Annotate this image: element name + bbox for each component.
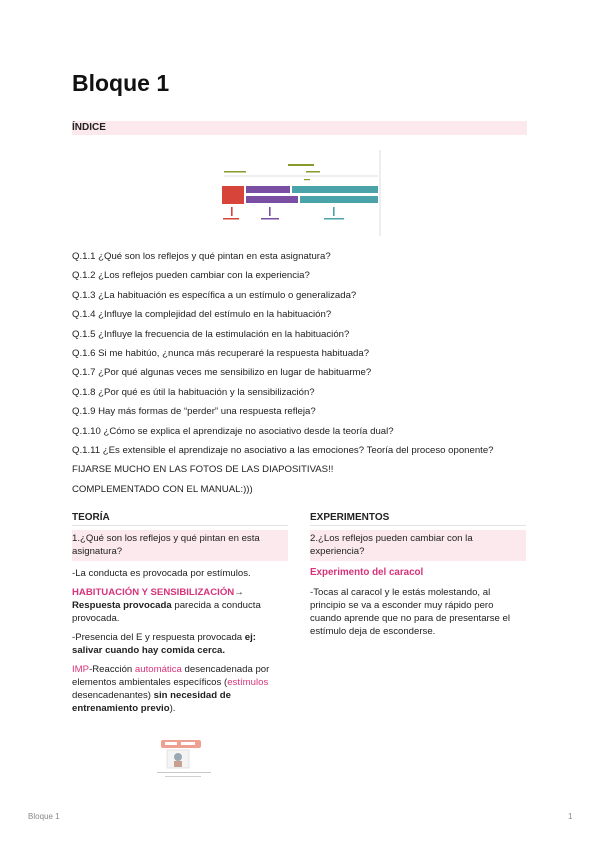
note-item: COMPLEMENTADO CON EL MANUAL:))) (72, 483, 253, 495)
list-item: Q.1.5 ¿Influye la frecuencia de la estimulación en la habituación? (72, 328, 350, 340)
list-item: Q.1.6 Si me habitúo, ¿nunca más recuperaré la respuesta habituada? (72, 347, 370, 359)
text-span: ). (169, 703, 176, 714)
bold-term: Respuesta provocada (72, 600, 172, 611)
teoria-paragraph: -La conducta es provocada por estímulos. (72, 568, 251, 579)
learning-diagram-image (220, 150, 382, 236)
teoria-column (72, 510, 288, 721)
index-heading: ÍNDICE (72, 121, 527, 135)
teoria-heading: TEORÍA (72, 510, 288, 526)
experiment-subheading: Experimento del caracol (310, 567, 424, 578)
text-span: desencadenada por elementos ambientales específicos ( (72, 664, 270, 688)
arrow-icon: → (234, 587, 244, 598)
experimentos-question-callout: 2.¿Los reflejos pueden cambiar con la experiencia? (310, 530, 526, 561)
experimentos-column (310, 510, 526, 644)
habituation-paragraph (72, 586, 288, 625)
list-item: Q.1.11 ¿Es extensible el aprendizaje no asociativo a las emociones? Teoría del proceso oponente? (72, 444, 494, 456)
text-span: parecida a conducta provocada. (72, 600, 261, 624)
text-span: -Reacción (89, 664, 135, 675)
highlight-term: estímulos (227, 677, 269, 688)
list-item: Q.1.3 ¿La habituación es específica a un estímulo o generalizada? (72, 289, 357, 301)
experimentos-heading: EXPERIMENTOS (310, 510, 526, 526)
imp-paragraph (72, 663, 288, 715)
list-item: Q.1.4 ¿Influye la complejidad del estímulo en la habituación? (72, 309, 332, 321)
list-item: Q.1.7 ¿Por qué algunas veces me sensibilizo en lugar de habituarme? (72, 367, 372, 379)
teoria-question-callout: 1.¿Qué son los reflejos y qué pintan en esta asignatura? (72, 530, 288, 561)
page-title: Bloque 1 (72, 70, 170, 96)
list-item: Q.1.1 ¿Qué son los reflejos y qué pintan en esta asignatura? (72, 251, 331, 262)
text-span: -Presencia del E y respuesta provocada (72, 632, 245, 643)
experiment-paragraph: -Tocas al caracol y le estás molestando, al principio se va a esconder muy rápido pero cuando aprende que no para de presentarse el estímulo deja de esconderse. (310, 587, 511, 637)
highlight-term: automática (134, 664, 182, 675)
text-span: desencadenantes) (72, 690, 154, 701)
list-item: Q.1.10 ¿Cómo se explica el aprendizaje no asociativo desde la teoría dual? (72, 425, 394, 437)
note-item: FIJARSE MUCHO EN LAS FOTOS DE LAS DIAPOSITIVAS!! (72, 464, 334, 476)
bold-term: sin necesidad de entrenamiento previo (72, 690, 231, 714)
page-number: 1 (568, 812, 573, 821)
footer-doc-title: Bloque 1 (28, 812, 60, 821)
example-paragraph (72, 631, 288, 657)
slide-thumbnail-image (155, 738, 213, 780)
question-list (72, 247, 542, 499)
list-item: Q.1.8 ¿Por qué es útil la habituación y la sensibilización? (72, 386, 315, 398)
list-item: Q.1.2 ¿Los reflejos pueden cambiar con la experiencia? (72, 270, 310, 282)
list-item: Q.1.9 Hay más formas de “perder” una respuesta refleja? (72, 406, 316, 418)
imp-label: IMP (72, 664, 90, 675)
habituation-title: HABITUACIÓN Y SENSIBILIZACIÓN (72, 587, 235, 598)
bold-example: ej: salivar cuando hay comida cerca. (72, 632, 256, 656)
